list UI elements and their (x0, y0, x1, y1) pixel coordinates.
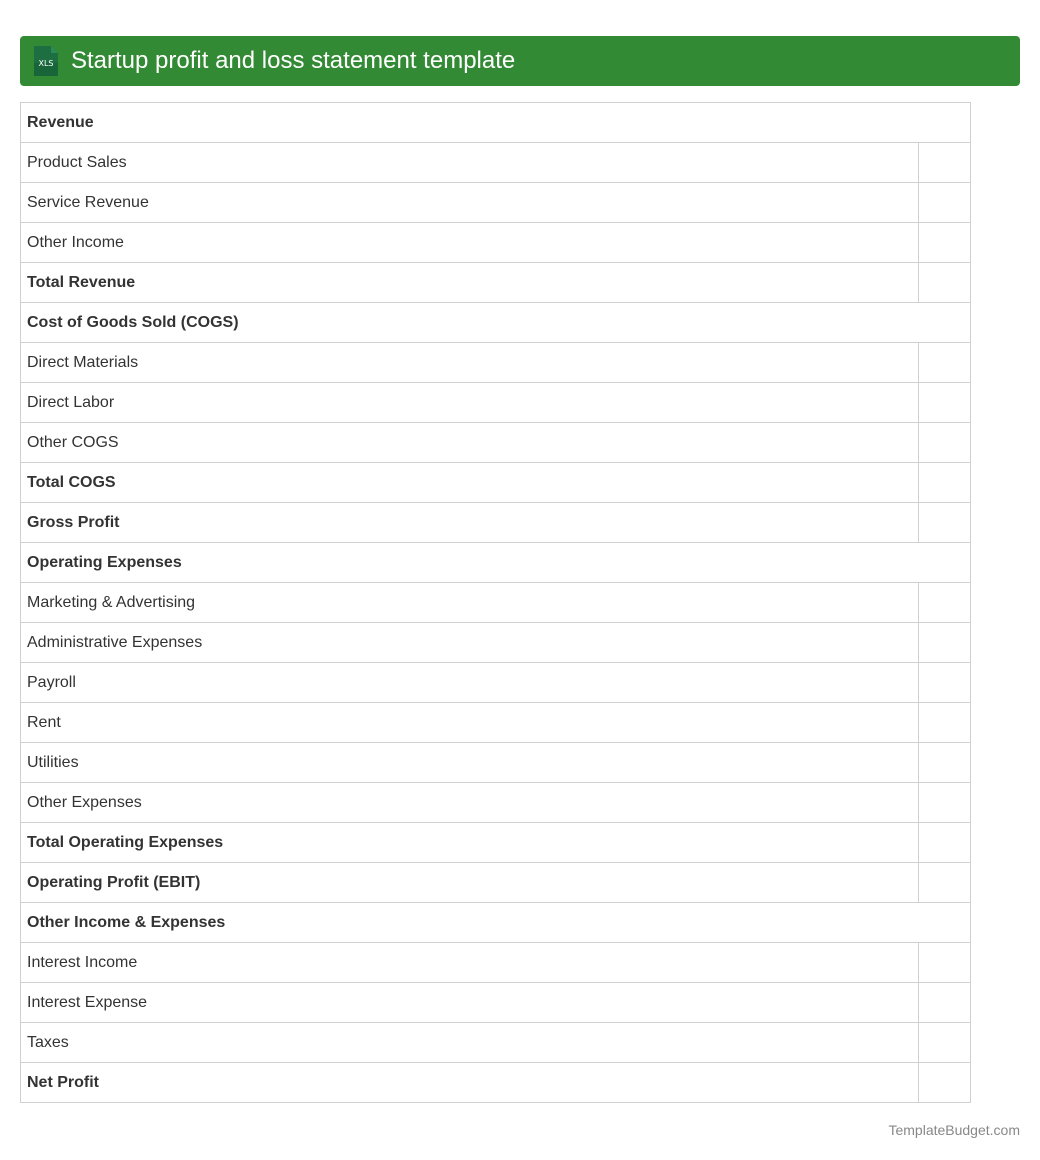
table-row (21, 1023, 971, 1063)
section-header-row (21, 903, 971, 943)
row-value-cell[interactable] (919, 823, 971, 863)
row-label: Other Income (21, 223, 919, 263)
section-header-row (21, 103, 971, 143)
table-row (21, 423, 971, 463)
table-row (21, 943, 971, 983)
row-label: Total COGS (21, 463, 919, 503)
section-label: Cost of Goods Sold (COGS) (21, 303, 971, 343)
row-label: Rent (21, 703, 919, 743)
section-header-row (21, 543, 971, 583)
row-label: Gross Profit (21, 503, 919, 543)
table-row (21, 983, 971, 1023)
row-value-cell[interactable] (919, 143, 971, 183)
row-value-cell[interactable] (919, 183, 971, 223)
row-label: Interest Expense (21, 983, 919, 1023)
row-value-cell[interactable] (919, 1063, 971, 1103)
row-value-cell[interactable] (919, 423, 971, 463)
table-row (21, 343, 971, 383)
total-row (21, 1063, 971, 1103)
row-label: Operating Profit (EBIT) (21, 863, 919, 903)
row-label: Total Revenue (21, 263, 919, 303)
row-value-cell[interactable] (919, 863, 971, 903)
table-row (21, 583, 971, 623)
row-label: Payroll (21, 663, 919, 703)
row-label: Direct Labor (21, 383, 919, 423)
row-value-cell[interactable] (919, 583, 971, 623)
title-bar (20, 36, 1020, 86)
row-label: Taxes (21, 1023, 919, 1063)
total-row (21, 503, 971, 543)
row-label: Other Expenses (21, 783, 919, 823)
table-row (21, 143, 971, 183)
site-credit: TemplateBudget.com (888, 1122, 1020, 1138)
row-label: Total Operating Expenses (21, 823, 919, 863)
xls-icon-label: XLS (38, 59, 54, 68)
row-label: Direct Materials (21, 343, 919, 383)
row-value-cell[interactable] (919, 983, 971, 1023)
row-value-cell[interactable] (919, 783, 971, 823)
table-row (21, 623, 971, 663)
total-row (21, 463, 971, 503)
total-row (21, 863, 971, 903)
total-row (21, 263, 971, 303)
table-row (21, 383, 971, 423)
row-value-cell[interactable] (919, 263, 971, 303)
row-label: Service Revenue (21, 183, 919, 223)
section-label: Revenue (21, 103, 971, 143)
section-label: Operating Expenses (21, 543, 971, 583)
row-label: Interest Income (21, 943, 919, 983)
xls-file-icon (32, 45, 60, 77)
table-row (21, 783, 971, 823)
row-value-cell[interactable] (919, 943, 971, 983)
total-row (21, 823, 971, 863)
page-title: Startup profit and loss statement template (71, 47, 516, 74)
table-row (21, 663, 971, 703)
profit-loss-table (20, 102, 971, 1103)
row-value-cell[interactable] (919, 703, 971, 743)
row-label: Utilities (21, 743, 919, 783)
table-row (21, 703, 971, 743)
row-value-cell[interactable] (919, 503, 971, 543)
row-value-cell[interactable] (919, 463, 971, 503)
row-label: Administrative Expenses (21, 623, 919, 663)
row-label: Product Sales (21, 143, 919, 183)
row-value-cell[interactable] (919, 383, 971, 423)
profit-loss-table-body (21, 103, 971, 1103)
row-value-cell[interactable] (919, 343, 971, 383)
row-value-cell[interactable] (919, 663, 971, 703)
table-row (21, 183, 971, 223)
section-label: Other Income & Expenses (21, 903, 971, 943)
table-row (21, 223, 971, 263)
row-value-cell[interactable] (919, 1023, 971, 1063)
row-label: Net Profit (21, 1063, 919, 1103)
row-value-cell[interactable] (919, 223, 971, 263)
table-row (21, 743, 971, 783)
row-value-cell[interactable] (919, 623, 971, 663)
row-label: Other COGS (21, 423, 919, 463)
section-header-row (21, 303, 971, 343)
row-value-cell[interactable] (919, 743, 971, 783)
row-label: Marketing & Advertising (21, 583, 919, 623)
